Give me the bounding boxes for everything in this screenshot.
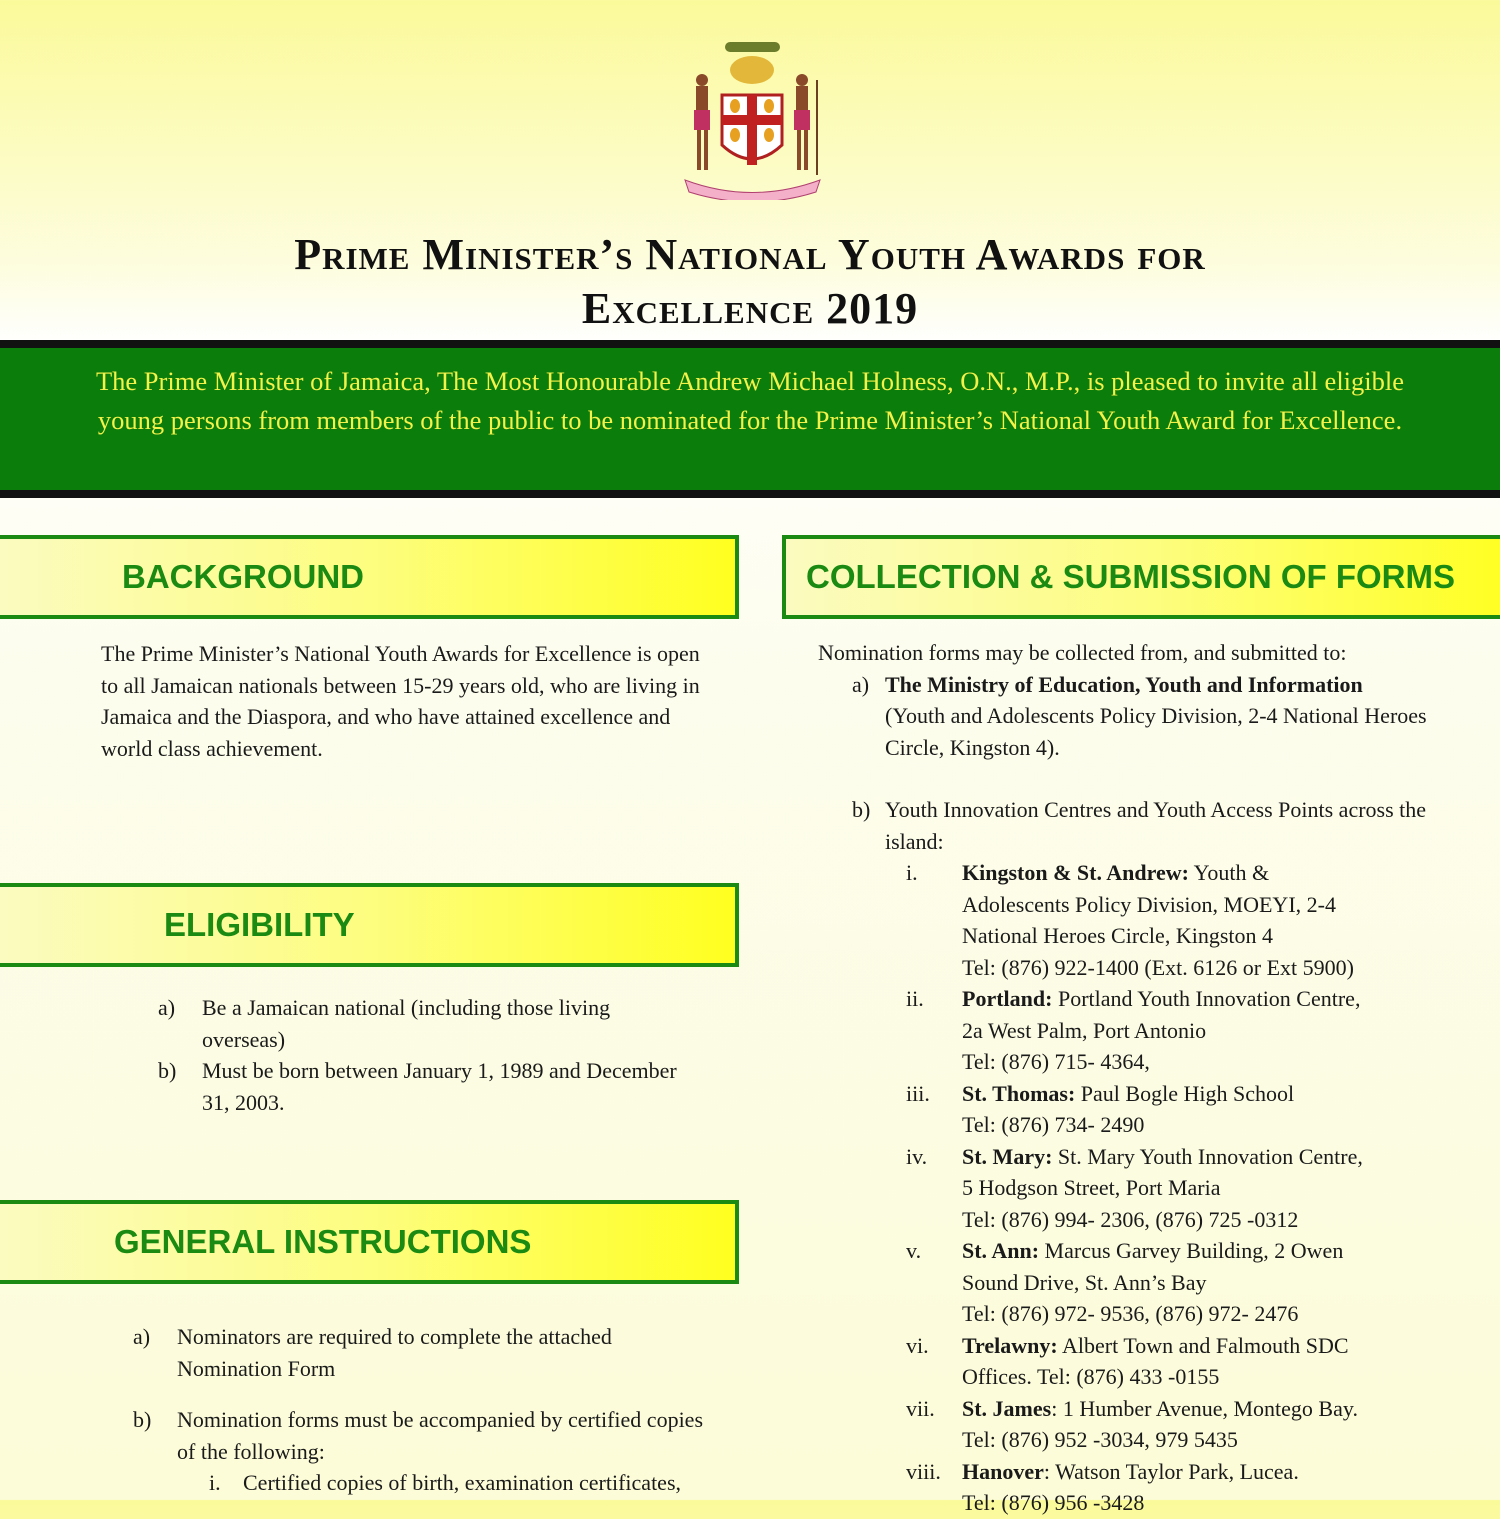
item-label: b) (158, 1058, 177, 1083)
location-name: St. Mary: (962, 1143, 1053, 1169)
item-text: Youth Innovation Centres and Youth Access Points across the island: (885, 797, 1427, 854)
collection-body (818, 637, 1438, 1519)
location-tel: Tel: (876) 734- 2490 (962, 1112, 1145, 1137)
location-item (906, 1235, 1376, 1330)
location-name: St. Thomas: (962, 1080, 1076, 1106)
location-tel: Tel: (876) 956 -3428 (962, 1490, 1145, 1515)
location-address: Youth & Adolescents Policy Division, MOEYI, 2-4 National Heroes Circle, Kingston 4 (962, 860, 1336, 948)
collection-intro: Nomination forms may be collected from, and submitted to: (818, 640, 1347, 665)
item-text: Nominators are required to complete the attached Nomination Form (177, 1324, 612, 1381)
location-address: Portland Youth Innovation Centre, 2a West Palm, Port Antonio (962, 986, 1361, 1043)
location-name: Trelawny: (962, 1332, 1058, 1358)
location-address: St. Mary Youth Innovation Centre, 5 Hodgson Street, Port Maria (962, 1143, 1363, 1200)
location-tel: Tel: (876) 952 -3034, 979 5435 (962, 1427, 1238, 1452)
item-text: Must be born between January 1, 1989 and December 31, 2003. (202, 1058, 677, 1115)
item-label: i. (209, 1470, 221, 1495)
location-item (906, 1330, 1376, 1393)
page-title (0, 228, 1500, 336)
item-label: i. (906, 860, 918, 885)
item-label: a) (133, 1324, 151, 1349)
background-header (0, 535, 739, 619)
list-item (133, 1404, 713, 1467)
location-tel: Tel: (876) 715- 4364, (962, 1049, 1150, 1074)
intro-text: The Prime Minister of Jamaica, The Most Honourable Andrew Michael Holness, O.N., M.P., is pleased to invite all eligible young persons from members of the public to be nominated for the Prime Minister’s National Youth Award for Excellence. (95, 366, 1405, 435)
jamaica-coat-of-arms-logo (680, 40, 825, 200)
eligibility-heading: ELIGIBILITY (164, 906, 355, 943)
item-text: Nomination forms must be accompanied by certified copies of the following: (177, 1407, 704, 1464)
location-address: : Watson Taylor Park, Lucea. (1043, 1458, 1299, 1484)
location-item (906, 1141, 1376, 1236)
instructions-list (133, 1321, 713, 1499)
list-item (852, 669, 1438, 764)
location-item (906, 857, 1376, 983)
title-line-2: Excellence 2019 (581, 284, 919, 333)
location-address: : 1 Humber Avenue, Montego Bay. (1051, 1395, 1358, 1421)
item-text: Be a Jamaican national (including those living overseas) (202, 995, 611, 1052)
item-label: ii. (906, 986, 924, 1011)
location-item (906, 1456, 1376, 1519)
item-label: b) (133, 1407, 152, 1432)
location-address: Albert Town and Falmouth SDC Offices. Tel: (876) 433 -0155 (962, 1332, 1349, 1389)
collection-header (782, 535, 1500, 619)
location-name: Portland: (962, 986, 1053, 1011)
location-item (906, 983, 1376, 1078)
item-label: viii. (906, 1458, 941, 1484)
location-address: Paul Bogle High School (1075, 1080, 1295, 1106)
location-name: Hanover (962, 1458, 1044, 1484)
item-label: a) (852, 671, 870, 697)
eligibility-header (0, 883, 739, 967)
locations-list (906, 857, 1376, 1519)
item-text: (Youth and Adolescents Policy Division, 2-4 National Heroes Circle, Kingston 4). (885, 703, 1427, 760)
list-item (852, 794, 1438, 857)
item-label: b) (852, 797, 871, 822)
item-label: iii. (906, 1080, 930, 1106)
location-name: St. Ann: (962, 1238, 1040, 1263)
location-name: Kingston & St. Andrew: (962, 860, 1189, 885)
background-heading: BACKGROUND (122, 558, 364, 595)
item-label: v. (906, 1238, 922, 1263)
item-label: iv. (906, 1143, 928, 1169)
location-item (906, 1393, 1376, 1456)
item-bold: The Ministry of Education, Youth and Information (885, 671, 1363, 697)
list-item (209, 1467, 713, 1499)
list-item (133, 1321, 713, 1384)
eligibility-list (158, 992, 678, 1118)
title-line-1: Prime Minister’s National Youth Awards for (294, 230, 1206, 279)
instructions-heading: GENERAL INSTRUCTIONS (114, 1223, 532, 1260)
instructions-header (0, 1200, 739, 1284)
location-name: St. James (962, 1395, 1052, 1421)
list-item (158, 1055, 678, 1118)
location-address: Marcus Garvey Building, 2 Owen Sound Drive, St. Ann’s Bay (962, 1238, 1344, 1295)
item-label: vii. (906, 1395, 935, 1421)
location-tel: Tel: (876) 994- 2306, (876) 725 -0312 (962, 1206, 1299, 1232)
item-label: a) (158, 995, 176, 1020)
collection-heading: COLLECTION & SUBMISSION OF FORMS (806, 558, 1455, 595)
location-tel: Tel: (876) 922-1400 (Ext. 6126 or Ext 5900) (962, 954, 1354, 980)
item-text: Certified copies of birth, examination certificates, (243, 1470, 682, 1495)
location-tel: Tel: (876) 972- 9536, (876) 972- 2476 (962, 1301, 1299, 1326)
item-label: vi. (906, 1332, 929, 1358)
location-item (906, 1078, 1376, 1141)
intro-banner (0, 340, 1500, 498)
background-text: The Prime Minister’s National Youth Awards for Excellence is open to all Jamaican nationals between 15-29 years old, who are living in Jamaica and the Diaspora, and who have attained excellence and world class achievement. (101, 641, 700, 761)
list-item (158, 992, 678, 1055)
